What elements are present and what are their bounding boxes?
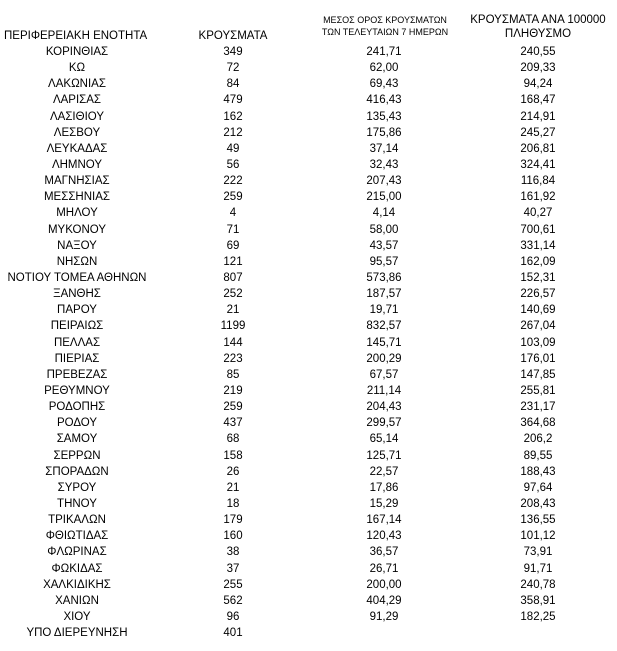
cell-per-100k: 91,71 — [523, 562, 553, 575]
cell-7day-average: 215,00 — [366, 191, 402, 204]
table-row — [0, 109, 617, 125]
cell-cases: 219 — [223, 384, 243, 397]
cell-cases: 160 — [223, 530, 243, 543]
cell-7day-average: 15,29 — [369, 497, 399, 510]
cell-7day-average: 120,43 — [366, 530, 402, 543]
cell-per-100k: 94,24 — [523, 78, 553, 91]
cell-cases: 212 — [223, 126, 243, 139]
cell-7day-average: 37,14 — [369, 142, 399, 155]
cell-per-100k: 214,91 — [520, 110, 556, 123]
cell-region: ΠΑΡΟΥ — [57, 304, 97, 317]
cell-cases: 255 — [223, 578, 243, 591]
cell-7day-average: 200,00 — [366, 578, 402, 591]
cell-region: ΚΩ — [68, 62, 86, 75]
cell-7day-average: 95,57 — [369, 255, 399, 268]
cell-per-100k: 168,47 — [520, 94, 556, 107]
table-row — [0, 286, 617, 302]
cell-cases: 259 — [223, 191, 243, 204]
cell-region: ΡΟΔΟΥ — [56, 417, 98, 430]
cell-per-100k: 255,81 — [520, 384, 556, 397]
cell-region: ΠΕΛΛΑΣ — [53, 336, 101, 349]
cell-region: ΣΕΡΡΩΝ — [53, 449, 101, 462]
cell-region: ΦΛΩΡΙΝΑΣ — [47, 546, 107, 559]
table-row — [0, 157, 617, 173]
cell-region: ΛΑΣΙΘΙΟΥ — [49, 110, 105, 123]
table-row — [0, 561, 617, 577]
table-row — [0, 318, 617, 334]
cell-per-100k: 226,57 — [520, 288, 556, 301]
cell-region: ΜΗΛΟΥ — [56, 207, 98, 220]
cell-cases: 38 — [226, 546, 240, 559]
cell-cases: 162 — [223, 110, 243, 123]
table-row — [0, 76, 617, 92]
cell-cases: 68 — [226, 433, 240, 446]
table-row — [0, 351, 617, 367]
table-row — [0, 335, 617, 351]
cell-7day-average: 211,14 — [366, 384, 402, 397]
cell-region: ΣΑΜΟΥ — [56, 433, 98, 446]
cell-7day-average: 43,57 — [369, 239, 399, 252]
cell-per-100k: 73,91 — [523, 546, 553, 559]
cell-cases: 437 — [223, 417, 243, 430]
cell-region: ΛΑΡΙΣΑΣ — [52, 94, 102, 107]
cell-region: ΥΠΟ ΔΙΕΡΕΥΝΗΣΗ — [26, 627, 128, 640]
cell-per-100k: 358,91 — [520, 594, 556, 607]
cell-per-100k: 231,17 — [520, 401, 556, 414]
cell-per-100k: 176,01 — [520, 352, 556, 365]
cell-cases: 37 — [226, 562, 240, 575]
cell-7day-average: 187,57 — [366, 288, 402, 301]
table-row — [0, 302, 617, 318]
cell-per-100k: 206,81 — [520, 142, 556, 155]
cell-7day-average: 58,00 — [369, 223, 399, 236]
cell-region: ΛΑΚΩΝΙΑΣ — [48, 78, 106, 91]
table-row — [0, 125, 617, 141]
cell-cases: 85 — [226, 368, 240, 381]
cell-region: ΝΟΤΙΟΥ ΤΟΜΕΑ ΑΘΗΝΩΝ — [7, 271, 147, 284]
cell-cases: 479 — [223, 94, 243, 107]
table-row — [0, 512, 617, 528]
table-row — [0, 92, 617, 108]
table-row — [0, 44, 617, 60]
cell-region: ΠΕΙΡΑΙΩΣ — [50, 320, 104, 333]
cell-7day-average: 36,57 — [369, 546, 399, 559]
cell-region: ΝΗΣΩΝ — [56, 255, 98, 268]
cell-per-100k: 240,78 — [520, 578, 556, 591]
cell-cases: 71 — [226, 223, 240, 236]
column-header-per-100k — [460, 13, 616, 41]
cell-cases: 56 — [226, 158, 240, 171]
cell-7day-average: 175,86 — [366, 126, 402, 139]
table-row — [0, 270, 617, 286]
table-row — [0, 254, 617, 270]
table-row — [0, 399, 617, 415]
table-body — [0, 44, 617, 641]
cell-cases: 121 — [223, 255, 243, 268]
table-row — [0, 448, 617, 464]
cell-region: ΠΙΕΡΙΑΣ — [54, 352, 100, 365]
cell-7day-average: 91,29 — [369, 610, 399, 623]
table-row — [0, 480, 617, 496]
table-row — [0, 173, 617, 189]
cell-per-100k: 161,92 — [520, 191, 556, 204]
cell-cases: 144 — [223, 336, 243, 349]
cell-region: ΝΑΞΟΥ — [57, 239, 97, 252]
cell-7day-average: 145,71 — [366, 336, 402, 349]
table-row — [0, 464, 617, 480]
table-row — [0, 415, 617, 431]
cell-region: ΦΘΙΩΤΙΔΑΣ — [45, 530, 109, 543]
cell-7day-average: 26,71 — [369, 562, 399, 575]
cell-per-100k: 116,84 — [520, 175, 556, 188]
cell-cases: 401 — [223, 627, 243, 640]
cell-cases: 84 — [226, 78, 240, 91]
cell-per-100k: 89,55 — [523, 449, 553, 462]
cell-per-100k: 40,27 — [523, 207, 553, 220]
cell-7day-average: 200,29 — [366, 352, 402, 365]
cell-per-100k: 101,12 — [520, 530, 556, 543]
cell-7day-average: 573,86 — [366, 271, 402, 284]
column-header-7day-average-line2: ΤΩΝ ΤΕΛΕΥΤΑΙΩΝ 7 ΗΜΕΡΩΝ — [321, 27, 449, 37]
column-header-region: ΠΕΡΙΦΕΡΕΙΑΚΗ ΕΝΟΤΗΤΑ — [4, 30, 148, 42]
column-header-7day-average — [306, 14, 464, 38]
cell-region: ΛΕΣΒΟΥ — [53, 126, 101, 139]
cell-region: ΦΩΚΙΔΑΣ — [51, 562, 103, 575]
cell-7day-average: 17,86 — [369, 481, 399, 494]
cell-per-100k: 245,27 — [520, 126, 556, 139]
cell-cases: 222 — [223, 175, 243, 188]
cell-region: ΚΟΡΙΝΘΙΑΣ — [45, 46, 109, 58]
cell-cases: 179 — [223, 514, 243, 527]
cell-per-100k: 240,55 — [520, 46, 556, 58]
cell-cases: 21 — [226, 304, 240, 317]
table-row — [0, 431, 617, 447]
table-row — [0, 367, 617, 383]
cell-region: ΡΕΘΥΜΝΟΥ — [44, 384, 110, 397]
table-row — [0, 528, 617, 544]
cell-region: ΣΥΡΟΥ — [57, 481, 97, 494]
cell-cases: 26 — [226, 465, 240, 478]
cell-cases: 259 — [223, 401, 243, 414]
cell-per-100k: 182,25 — [520, 610, 556, 623]
cell-region: ΤΡΙΚΑΛΩΝ — [48, 514, 106, 527]
cell-7day-average: 125,71 — [366, 449, 402, 462]
table-row — [0, 141, 617, 157]
cell-7day-average: 19,71 — [369, 304, 399, 317]
cell-per-100k: 97,64 — [523, 481, 553, 494]
cell-region: ΜΥΚΟΝΟΥ — [47, 223, 107, 236]
cell-7day-average: 416,43 — [366, 94, 402, 107]
cell-region: ΞΑΝΘΗΣ — [53, 288, 101, 301]
cell-cases: 158 — [223, 449, 243, 462]
cell-region: ΛΗΜΝΟΥ — [51, 158, 103, 171]
cell-cases: 807 — [223, 271, 243, 284]
table-row — [0, 189, 617, 205]
cell-per-100k: 364,68 — [520, 417, 556, 430]
cell-per-100k: 188,43 — [520, 465, 556, 478]
table-row — [0, 577, 617, 593]
cell-7day-average: 207,43 — [366, 175, 402, 188]
table-row — [0, 383, 617, 399]
cell-region: ΜΕΣΣΗΝΙΑΣ — [43, 191, 111, 204]
cell-cases: 223 — [223, 352, 243, 365]
cell-region: ΠΡΕΒΕΖΑΣ — [46, 368, 108, 381]
column-header-cases: ΚΡΟΥΣΜΑΤΑ — [198, 30, 268, 42]
cell-per-100k: 103,09 — [520, 336, 556, 349]
cell-cases: 562 — [223, 594, 243, 607]
cell-per-100k: 209,33 — [520, 62, 556, 75]
cell-cases: 4 — [229, 207, 237, 220]
table-row — [0, 205, 617, 221]
cell-7day-average: 167,14 — [366, 514, 402, 527]
cell-7day-average: 65,14 — [369, 433, 399, 446]
cell-cases: 49 — [226, 142, 240, 155]
cell-per-100k: 331,14 — [520, 239, 556, 252]
cell-7day-average: 404,29 — [366, 594, 402, 607]
cell-region: ΧΑΛΚΙΔΙΚΗΣ — [43, 578, 111, 591]
cell-region: ΣΠΟΡΑΔΩΝ — [45, 465, 109, 478]
cell-cases: 252 — [223, 288, 243, 301]
cell-per-100k: 162,09 — [520, 255, 556, 268]
cell-7day-average: 4,14 — [372, 207, 396, 220]
cell-cases: 96 — [226, 610, 240, 623]
cell-7day-average: 241,71 — [366, 46, 402, 58]
cell-7day-average: 22,57 — [369, 465, 399, 478]
column-header-7day-average-line1: ΜΕΣΟΣ ΟΡΟΣ ΚΡΟΥΣΜΑΤΩΝ — [323, 15, 447, 25]
cell-7day-average: 67,57 — [369, 368, 399, 381]
cell-7day-average: 69,43 — [369, 78, 399, 91]
cell-cases: 349 — [223, 46, 243, 58]
cell-region: ΜΑΓΝΗΣΙΑΣ — [44, 175, 110, 188]
cell-7day-average: 832,57 — [366, 320, 402, 333]
cell-7day-average: 135,43 — [366, 110, 402, 123]
cell-region: ΧΑΝΙΩΝ — [55, 594, 99, 607]
cell-per-100k: 324,41 — [520, 158, 556, 171]
column-header-per-100k-line2: ΠΛΗΘΥΣΜΟ — [504, 28, 572, 40]
table-row — [0, 609, 617, 625]
cell-per-100k: 267,04 — [520, 320, 556, 333]
table-row — [0, 496, 617, 512]
cell-7day-average: 32,43 — [369, 158, 399, 171]
cell-per-100k: 136,55 — [520, 514, 556, 527]
table-row — [0, 238, 617, 254]
cell-per-100k: 206,2 — [523, 433, 553, 446]
table-row — [0, 60, 617, 76]
column-header-per-100k-line1: ΚΡΟΥΣΜΑΤΑ ΑΝΑ 100000 — [470, 14, 606, 26]
cell-per-100k: 140,69 — [520, 304, 556, 317]
cell-per-100k: 152,31 — [520, 271, 556, 284]
cell-per-100k: 147,85 — [520, 368, 556, 381]
table-row — [0, 544, 617, 560]
table-row — [0, 625, 617, 641]
cell-cases: 72 — [226, 62, 240, 75]
cell-per-100k: 208,43 — [520, 497, 556, 510]
cell-region: ΧΙΟΥ — [63, 610, 91, 623]
cell-cases: 69 — [226, 239, 240, 252]
cell-7day-average: 204,43 — [366, 401, 402, 414]
table-row — [0, 222, 617, 238]
cell-cases: 1199 — [220, 320, 246, 333]
cell-cases: 21 — [226, 481, 240, 494]
table-row — [0, 593, 617, 609]
cell-7day-average: 299,57 — [366, 417, 402, 430]
cell-cases: 18 — [226, 497, 240, 510]
cell-7day-average: 62,00 — [369, 62, 399, 75]
cell-region: ΤΗΝΟΥ — [57, 497, 97, 510]
cell-region: ΡΟΔΟΠΗΣ — [48, 401, 106, 414]
cell-per-100k: 700,61 — [520, 223, 556, 236]
cell-region: ΛΕΥΚΑΔΑΣ — [46, 142, 108, 155]
